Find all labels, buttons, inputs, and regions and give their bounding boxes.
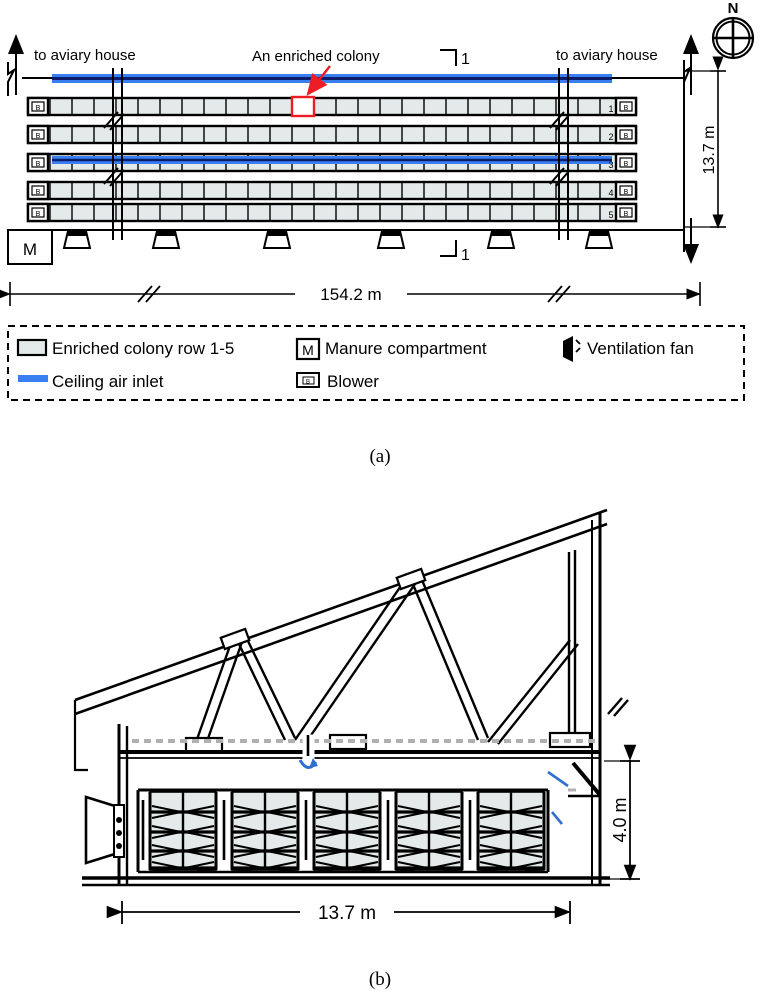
compass-rose	[712, 0, 754, 59]
blower-letter: B	[35, 189, 41, 196]
aviary-connection-right	[556, 36, 691, 262]
right-aviary-label: to aviary house	[556, 47, 658, 64]
right-gable-posts	[569, 512, 600, 884]
blower-letter: B	[35, 211, 41, 218]
blower-letter: B	[623, 105, 629, 112]
blower-icon	[297, 373, 319, 387]
blower-icon	[616, 154, 636, 171]
ventilation-fan-icon	[586, 231, 612, 248]
row-number-label: 1	[608, 104, 614, 114]
legend-label-inlet: Ceiling air inlet	[52, 372, 164, 391]
compass-north-label: N	[727, 0, 739, 17]
enriched-colony-annotation	[252, 48, 380, 94]
blower-icon	[28, 204, 48, 221]
blower-icon	[28, 182, 48, 199]
colony-stacks	[138, 790, 548, 872]
floor	[82, 878, 610, 885]
colony-stack	[150, 792, 216, 872]
blower-letter: B	[35, 161, 41, 168]
length-dimension-154-2m	[10, 282, 700, 306]
section-marker-top-label: 1	[461, 51, 470, 68]
width-dimension-13-7m-panel-b	[122, 900, 570, 924]
ceiling-air-inlet-middle	[52, 156, 612, 164]
ventilation-fans	[64, 231, 612, 248]
roof	[75, 510, 607, 770]
highlighted-enriched-colony-cell	[292, 97, 314, 116]
blower-letter: B	[35, 105, 41, 112]
blower-letter: B	[623, 133, 629, 140]
section-marker-bottom	[440, 240, 470, 264]
section-marker-bottom-label: 1	[461, 247, 470, 264]
row-number-label: 3	[608, 160, 614, 170]
colony-stack	[232, 792, 298, 872]
ceiling-air-inlet-icon	[18, 375, 48, 382]
ventilation-fan-icon	[378, 231, 404, 248]
ceiling-air-inlet-top	[52, 74, 612, 83]
height-dimension-4-0m	[604, 760, 640, 880]
legend-label-fan: Ventilation fan	[587, 339, 694, 358]
blower-icon	[28, 98, 48, 115]
row-number-label: 4	[608, 188, 614, 198]
colony-stack	[478, 792, 544, 872]
colony-row-5	[28, 204, 636, 221]
panel-a	[8, 0, 754, 467]
length-dimension-label: 154.2 m	[320, 285, 382, 304]
panel-b	[75, 510, 640, 990]
panel-b-caption: (b)	[368, 969, 392, 990]
blower-letter: B	[623, 189, 629, 196]
legend-label-blower: Blower	[327, 372, 379, 391]
legend	[8, 326, 744, 400]
colony-row-3	[28, 154, 636, 171]
blower-icon	[616, 98, 636, 115]
blower-glyph: B	[305, 379, 311, 386]
blower-icon	[616, 204, 636, 221]
legend-item-manure	[297, 339, 487, 359]
ventilation-fan-icon	[488, 231, 514, 248]
ventilation-fan-icon	[264, 231, 290, 248]
colony-swatch-icon	[18, 340, 46, 355]
row-number-label: 5	[608, 210, 614, 220]
enriched-colony-label: An enriched colony	[252, 48, 380, 65]
colony-row-4	[28, 182, 636, 199]
row-number-label: 2	[608, 132, 614, 142]
legend-label-manure: Manure compartment	[325, 339, 487, 358]
blower-icon	[28, 154, 48, 171]
height-dimension-label: 4.0 m	[610, 797, 630, 843]
blower-letter: B	[35, 133, 41, 140]
blower-letter: B	[623, 161, 629, 168]
manure-compartment-letter: M	[22, 240, 38, 259]
panel-a-caption: (a)	[369, 446, 391, 467]
colony-stack	[314, 792, 380, 872]
aviary-connection-left	[16, 36, 136, 95]
blower-icon	[616, 182, 636, 199]
colony-row-1	[28, 97, 636, 116]
left-aviary-label: to aviary house	[34, 47, 136, 64]
blower-icon	[28, 126, 48, 143]
ventilation-fan-icon	[64, 231, 90, 248]
colony-row-2	[28, 126, 636, 143]
ventilation-fan-icon	[153, 231, 179, 248]
colony-stack	[396, 792, 462, 872]
section-marker-top	[440, 50, 470, 68]
legend-label-colony: Enriched colony row 1-5	[52, 339, 235, 358]
colony-rows	[28, 97, 636, 221]
width-dimension-label-b: 13.7 m	[317, 903, 377, 924]
manure-compartment-glyph: M	[302, 342, 314, 358]
ventilation-fan-icon	[86, 797, 124, 863]
blower-icon	[616, 126, 636, 143]
manure-compartment-box	[8, 230, 52, 264]
blower-letter: B	[623, 211, 629, 218]
width-dimension-label: 13.7 m	[701, 125, 718, 175]
roof-trusses	[195, 580, 578, 747]
